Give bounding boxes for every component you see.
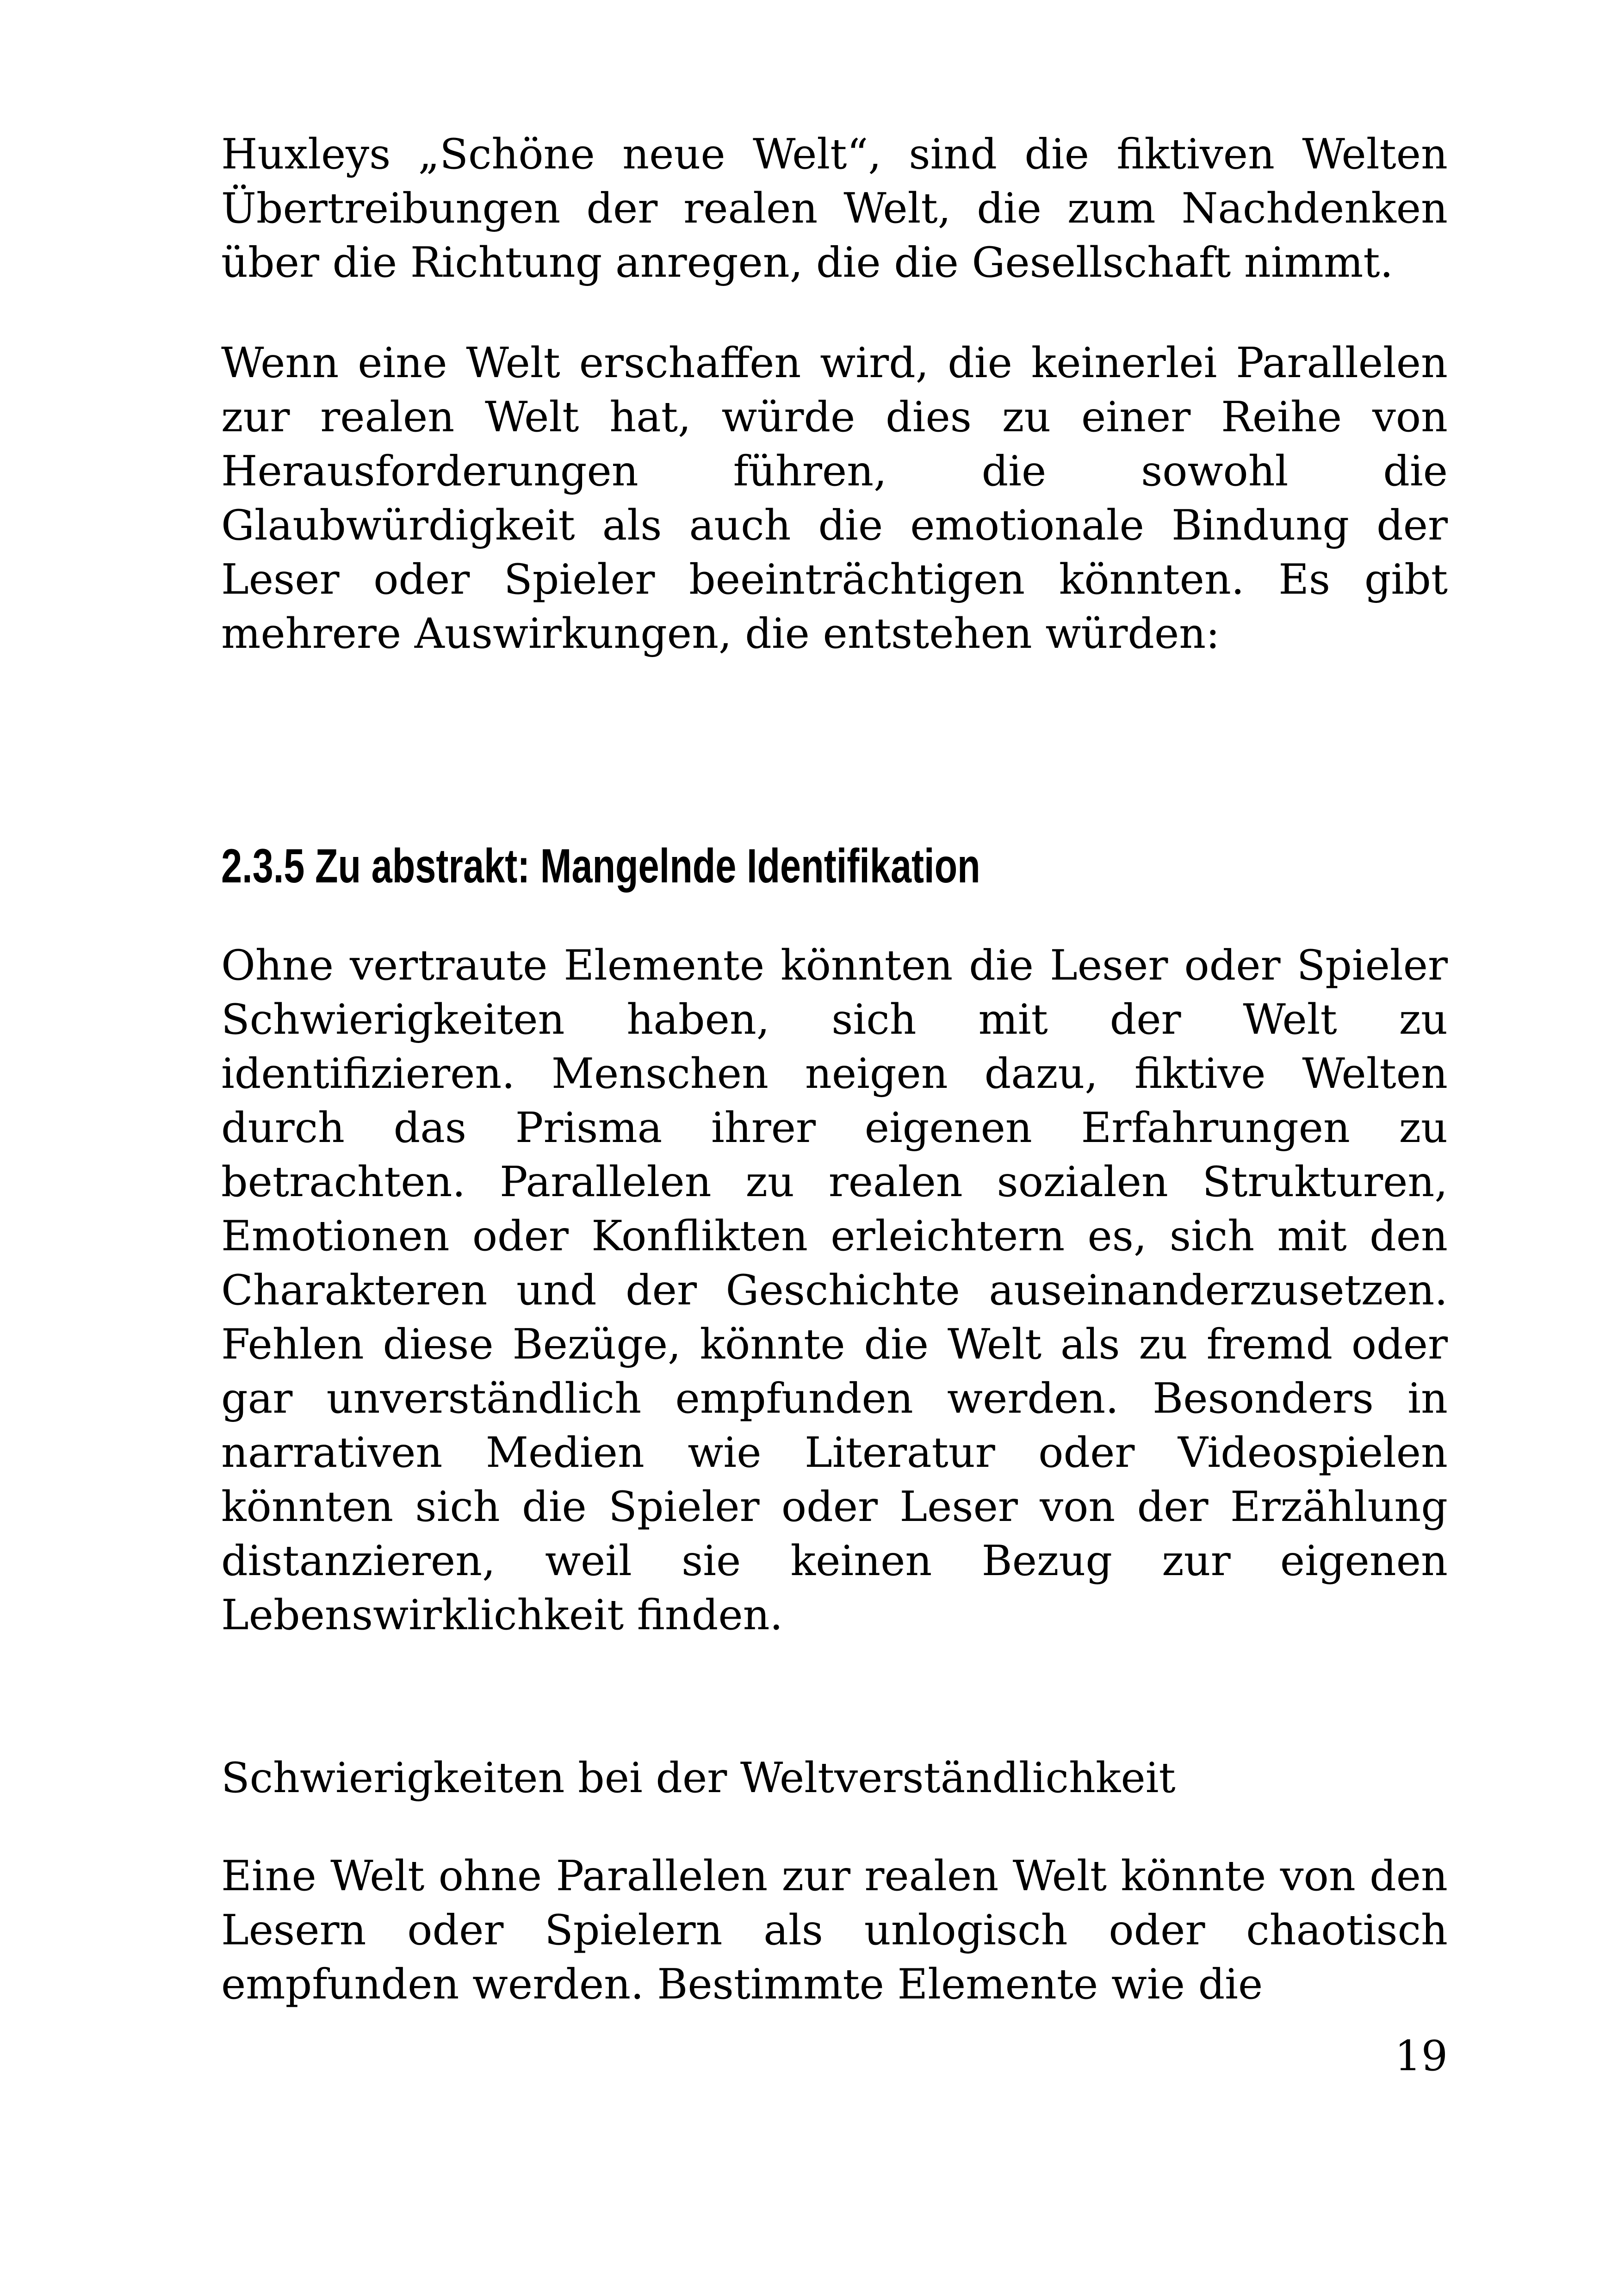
page-number: 19: [1395, 2032, 1448, 2080]
section-heading-2-3-5: 2.3.5 Zu abstrakt: Mangelnde Identifikation: [221, 839, 980, 893]
body-paragraph-unlogisch: Eine Welt ohne Parallelen zur realen Welt könnte von den Lesern oder Spielern als unlogisch oder chaotisch empfunden werden. Bestimmte Elemente wie die: [221, 1851, 1448, 2009]
body-paragraph-identifikation: Ohne vertraute Elemente könnten die Leser oder Spieler Schwierigkeiten haben, sich mit der Welt zu identifizieren. Menschen neigen dazu, fiktive Welten durch das Prisma ihrer eigenen Erfahrungen zu betrachten. Parallelen zu realen sozialen Strukturen, Emotionen oder Konflikten erleichtern es, sich mit den Charakteren und der Geschichte auseinanderzusetzen. Fehlen diese Bezüge, könnte die Welt als zu fremd oder gar unverständlich empfunden werden. Besonders in narrativen Medien wie Literatur oder Videospielen könnten sich die Spieler oder Leser von der Erzählung distanzieren, weil sie keinen Bezug zur eigenen Lebenswirklichkeit finden.: [221, 941, 1448, 1639]
subsection-heading-weltverstaendlichkeit: Schwierigkeiten bei der Weltverständlichkeit: [221, 1753, 1176, 1802]
body-paragraph-huxley: Huxleys „Schöne neue Welt“, sind die fiktiven Welten Übertreibungen der realen Welt, die zum Nachdenken über die Richtung anregen, die die Gesellschaft nimmt.: [221, 130, 1448, 287]
body-paragraph-parallelen: Wenn eine Welt erschaffen wird, die keinerlei Parallelen zur realen Welt hat, würde dies zu einer Reihe von Herausforderungen führen, die sowohl die Glaubwürdigkeit als auch die emotionale Bindung der Leser oder Spieler beeinträchtigen könnten. Es gibt mehrere Auswirkungen, die entstehen würden:: [221, 339, 1448, 658]
